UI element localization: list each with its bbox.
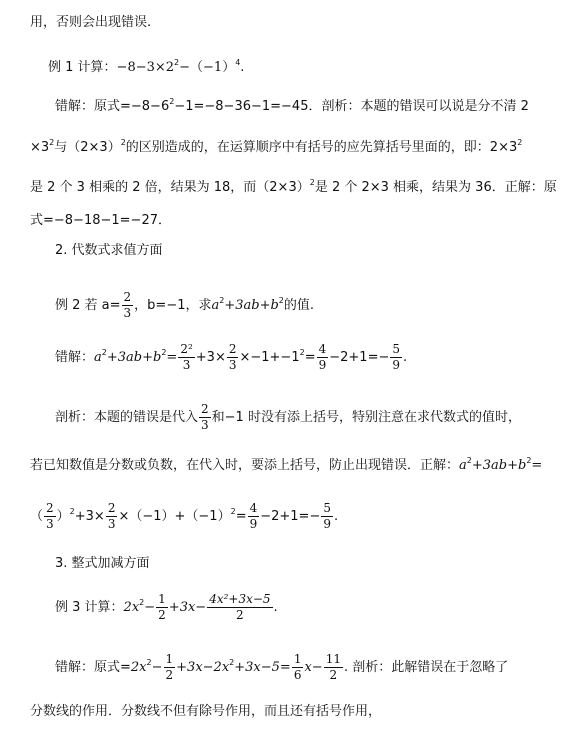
exponent: 2 xyxy=(101,348,107,357)
text: 和−1 时没有添上括号，特别注意在求代数式的值时， xyxy=(211,410,521,425)
fraction xyxy=(44,501,56,532)
numerator: 2 xyxy=(123,290,132,304)
text-line xyxy=(30,15,151,31)
exponent: 4 xyxy=(235,58,241,67)
denominator: 3 xyxy=(182,358,191,372)
numerator: 1 xyxy=(165,652,174,666)
exponent: 2 xyxy=(139,598,145,607)
text: 错解：原式=−8−6 xyxy=(55,99,170,114)
numerator: 4 xyxy=(249,501,258,515)
math-expr: 2x xyxy=(130,660,147,675)
text-line xyxy=(30,704,381,720)
math-expr: −（−1） xyxy=(179,60,236,75)
equals: = xyxy=(166,350,178,365)
text: 错解： xyxy=(55,350,95,365)
exponent: 2 xyxy=(309,178,315,187)
minus: − xyxy=(151,660,163,675)
text: ，b=−1，求 xyxy=(134,298,212,313)
fraction xyxy=(207,592,272,623)
text: 是 2 个 2×3 相乘，结果为 36．正解：原 xyxy=(314,180,557,195)
section-heading-3 xyxy=(55,556,150,572)
heading-text: 3. 整式加减方面 xyxy=(55,556,150,571)
math-expr: +3ab+b xyxy=(471,458,527,473)
numerator: 4x²+3x−5 xyxy=(209,592,271,606)
math-expr: x− xyxy=(304,660,323,675)
example-label: 例 1 计算： xyxy=(48,60,117,75)
denominator: 6 xyxy=(293,668,302,682)
text: ×−1+−1 xyxy=(239,350,300,365)
math-expr: +3ab+b xyxy=(106,350,162,365)
text: = xyxy=(235,509,247,524)
fraction xyxy=(227,342,239,373)
numerator: 2 xyxy=(201,402,209,416)
fraction xyxy=(321,501,333,532)
example-3-line xyxy=(55,591,278,625)
exponent: 2 xyxy=(229,658,235,667)
text-line xyxy=(30,140,522,156)
numerator: 1 xyxy=(158,592,166,606)
exponent: 2 xyxy=(526,456,532,465)
text-line xyxy=(30,213,171,229)
fraction xyxy=(199,402,211,433)
text: −1=−8−36−1=−45．剖析：本题的错误可以说是分不清 2 xyxy=(174,99,529,114)
punct: . xyxy=(240,60,245,75)
text: = xyxy=(304,350,316,365)
equals: = xyxy=(531,458,543,473)
fraction xyxy=(248,501,260,532)
denominator: 9 xyxy=(392,358,401,372)
denominator: 9 xyxy=(323,517,331,531)
text: 剖析：本题的错误是代入 xyxy=(55,410,199,425)
fraction xyxy=(317,342,329,373)
wrong-solution-3-line xyxy=(55,651,508,685)
text: 分数线的作用．分数线不但有除号作用，而且还有括号作用， xyxy=(30,704,382,719)
math-var: a xyxy=(94,350,102,365)
numerator: 11 xyxy=(325,652,341,666)
exponent: 2 xyxy=(466,456,472,465)
numerator: 4 xyxy=(318,342,327,356)
math-var: a xyxy=(459,458,467,473)
text: −2+1=− xyxy=(329,350,390,365)
text: ） xyxy=(56,509,70,524)
example-2-line xyxy=(55,289,314,323)
denominator: 3 xyxy=(107,517,116,531)
numerator: 2 xyxy=(107,501,116,515)
numerator: 2 xyxy=(228,342,237,356)
text: 例 2 若 a= xyxy=(55,298,121,313)
fraction xyxy=(106,501,118,532)
math-expr: +3x−2x xyxy=(176,660,230,675)
fraction xyxy=(156,592,168,623)
exponent: 2 xyxy=(278,296,284,305)
math-expr: +3x− xyxy=(168,600,207,615)
fraction xyxy=(178,342,194,373)
text: −2+1=− xyxy=(260,509,321,524)
text: （ xyxy=(30,509,44,524)
denominator: 9 xyxy=(249,517,258,531)
text: ×（−1）+（−1） xyxy=(118,509,231,524)
denominator: 2 xyxy=(158,608,166,622)
numerator: 2 xyxy=(46,501,54,515)
wrong-solution-line xyxy=(55,99,529,115)
exponent: 2 xyxy=(219,296,225,305)
fraction xyxy=(292,652,304,683)
section-heading-2 xyxy=(55,243,163,259)
text: ×3 xyxy=(30,140,50,155)
fraction xyxy=(390,342,402,373)
denominator: 3 xyxy=(201,418,209,432)
math-expr: −8−3×2 xyxy=(116,60,175,75)
punct: . xyxy=(273,600,278,615)
text: 式=−8−18−1=−27． xyxy=(30,213,171,228)
text: 是 2 个 3 相乘的 2 倍，结果为 18，而（2×3） xyxy=(30,180,310,195)
text-line xyxy=(30,458,542,474)
denominator: 3 xyxy=(123,306,132,320)
math-expr: 2x xyxy=(123,600,140,615)
heading-text: 2. 代数式求值方面 xyxy=(55,243,163,258)
wrong-solution-2-line xyxy=(55,341,407,375)
math-expr: +3ab+b xyxy=(224,298,279,313)
denominator: 3 xyxy=(228,358,237,372)
fraction xyxy=(164,652,176,683)
exponent: 2 xyxy=(169,97,175,106)
exponent: 2 xyxy=(230,507,236,516)
punct: . xyxy=(403,350,408,365)
exponent: 2 xyxy=(517,138,523,147)
denominator: 3 xyxy=(46,517,54,531)
exponent: 2 xyxy=(49,138,55,147)
fraction xyxy=(122,290,134,321)
numerator: 1 xyxy=(293,652,302,666)
numerator: 5 xyxy=(392,342,401,356)
text: 若已知数值是分数或负数，在代入时，要添上括号，防止出现错误．正解： xyxy=(30,458,460,473)
denominator: 2 xyxy=(236,608,244,622)
text: 错解：原式= xyxy=(55,660,131,675)
text-line xyxy=(30,180,557,196)
text: 用，否则会出现错误. xyxy=(30,15,152,30)
text: +3× xyxy=(74,509,105,524)
text: 的区别造成的，在运算顺序中有括号的应先算括号里面的，即：2×3 xyxy=(125,140,518,155)
text: +3× xyxy=(195,350,226,365)
exponent: 2 xyxy=(120,138,126,147)
numerator: 2² xyxy=(180,342,193,356)
exponent: 2 xyxy=(299,348,305,357)
exponent: 2 xyxy=(161,348,167,357)
math-var: a xyxy=(211,298,220,313)
example-1-line xyxy=(48,60,244,76)
fraction xyxy=(324,652,343,683)
punct: . xyxy=(334,509,339,524)
exponent: 2 xyxy=(174,58,180,67)
text: 的值. xyxy=(283,298,315,313)
denominator: 2 xyxy=(329,668,338,682)
minus: − xyxy=(144,600,156,615)
analysis-2-line xyxy=(55,401,521,435)
denominator: 9 xyxy=(318,358,327,372)
numerator: 5 xyxy=(323,501,331,515)
exponent: 2 xyxy=(69,507,75,516)
denominator: 2 xyxy=(165,668,174,682)
math-expr: +3x−5= xyxy=(234,660,291,675)
text: . 剖析：此解错误在于忽略了 xyxy=(343,660,509,675)
text: 与（2×3） xyxy=(54,140,121,155)
exponent: 2 xyxy=(146,658,152,667)
correct-solution-line xyxy=(30,500,338,534)
text: 例 3 计算： xyxy=(55,600,124,615)
